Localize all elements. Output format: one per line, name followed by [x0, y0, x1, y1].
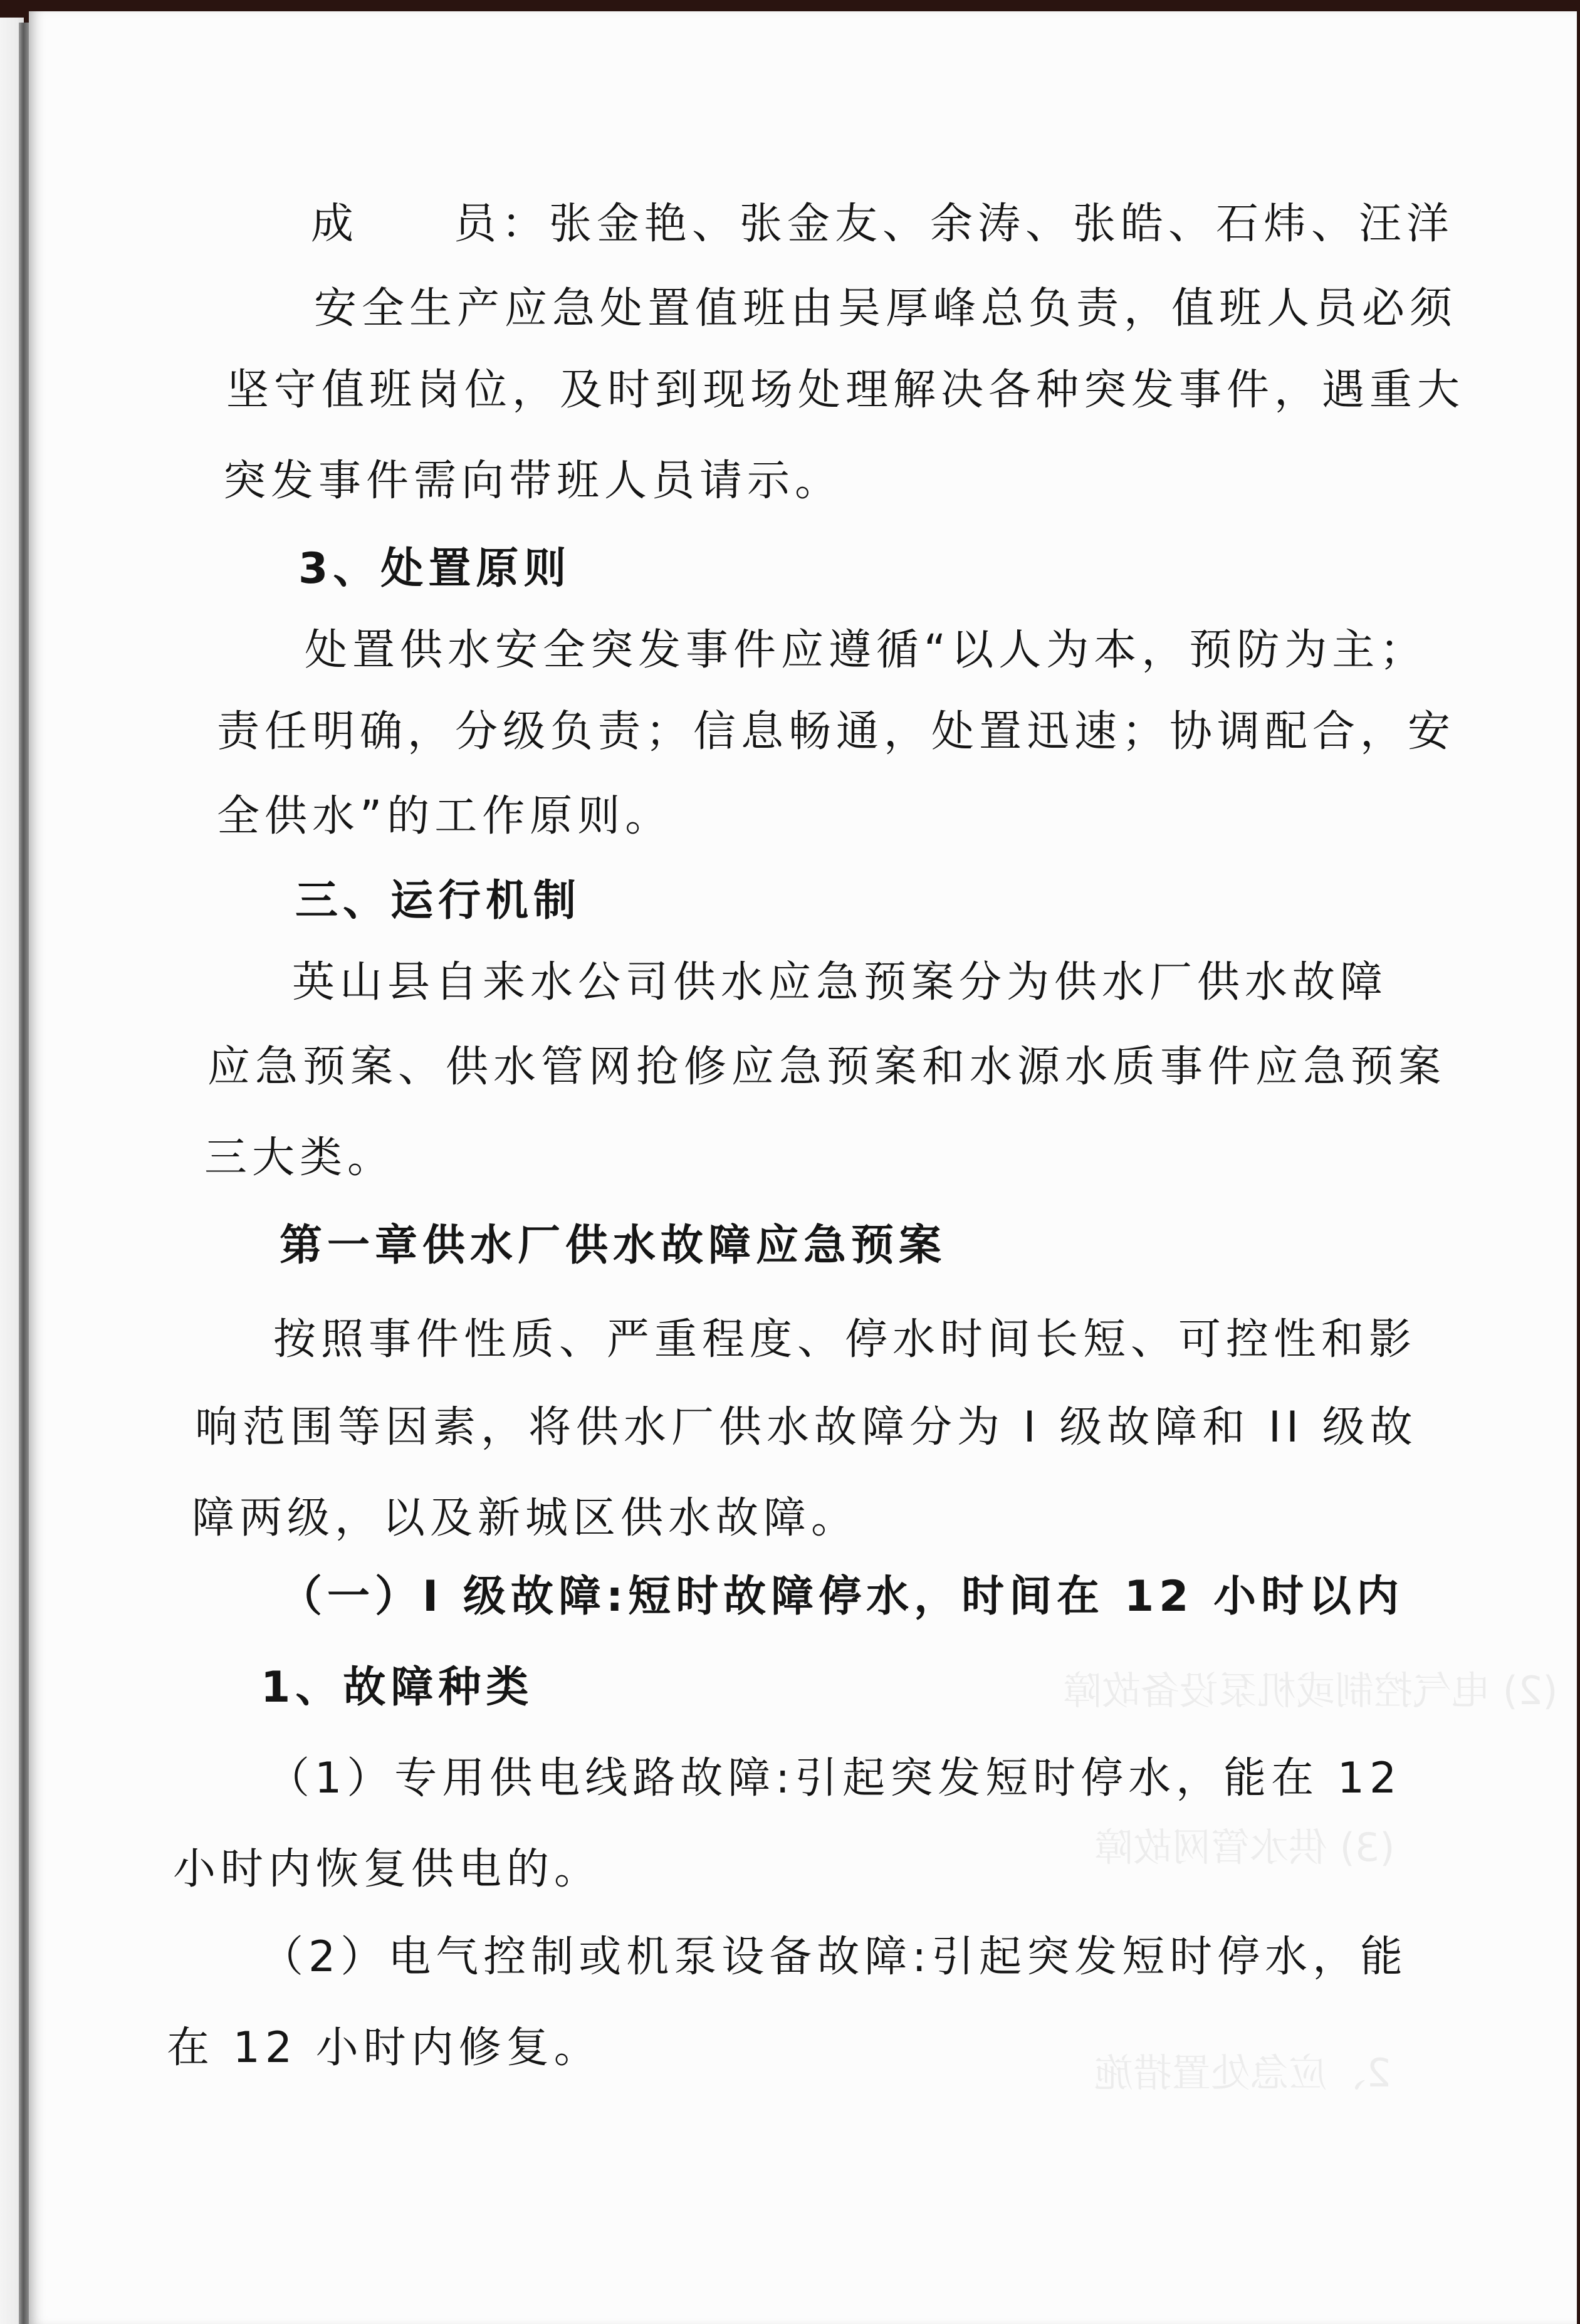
paragraph-line: 英山县自来水公司供水应急预案分为供水厂供水故障: [292, 958, 1388, 1007]
page-content: [29, 11, 1577, 2324]
chapter-heading: 第一章供水厂供水故障应急预案: [280, 1221, 947, 1270]
paragraph-line: 障两级，以及新城区供水故障。: [192, 1494, 859, 1543]
part-heading: 三、运行机制: [295, 876, 582, 926]
list-item-continuation: 小时内恢复供电的。: [173, 1845, 602, 1894]
bleed-through-text: (2) 电气控制或机泵设备故障: [1063, 1668, 1558, 1714]
section-heading: 3、处置原则: [298, 544, 572, 594]
paragraph-line: 按照事件性质、严重程度、停水时间长短、可控性和影: [273, 1315, 1417, 1364]
subsection-heading: 1、故障种类: [261, 1663, 534, 1712]
paragraph-line: 应急预案、供水管网抢修应急预案和水源水质事件应急预案: [207, 1042, 1447, 1092]
list-item-continuation: 在 12 小时内修复。: [167, 2023, 602, 2073]
bleed-through-text: (3) 供水管网故障: [1094, 1824, 1395, 1870]
paragraph-line: 处置供水安全突发事件应遵循“以人为本，预防为主；: [305, 625, 1428, 675]
paragraph-line: 责任明确，分级负责；信息畅通，处置迅速；协调配合，安: [217, 707, 1456, 756]
paragraph-line: 突发事件需向带班人员请示。: [223, 456, 843, 506]
paragraph-line: 坚守值班岗位，及时到现场处理解决各种突发事件，遇重大: [226, 365, 1465, 415]
paragraph-line: 三大类。: [204, 1133, 395, 1183]
page-binding-shadow: [19, 23, 29, 2324]
paragraph-line: 安全生产应急处置值班由吴厚峰总负责，值班人员必须: [314, 284, 1458, 333]
document-page: [29, 11, 1577, 2324]
members-line: 成 员：张金艳、张金友、余涛、张皓、石炜、汪洋: [311, 199, 1455, 249]
paragraph-line: 响范围等因素，将供水厂供水故障分为 I 级故障和 II 级故: [195, 1403, 1418, 1452]
level-heading: （一）I 级故障:短时故障停水，时间在 12 小时以内: [280, 1572, 1405, 1621]
list-item: （2）电气控制或机泵设备故障:引起突发短时停水，能: [261, 1932, 1408, 1982]
paragraph-line: 全供水”的工作原则。: [217, 792, 673, 841]
bleed-through-text: 2、应急处置措施: [1094, 2050, 1391, 2096]
list-item: （1）专用供电线路故障:引起突发短时停水，能在 12: [267, 1754, 1402, 1803]
